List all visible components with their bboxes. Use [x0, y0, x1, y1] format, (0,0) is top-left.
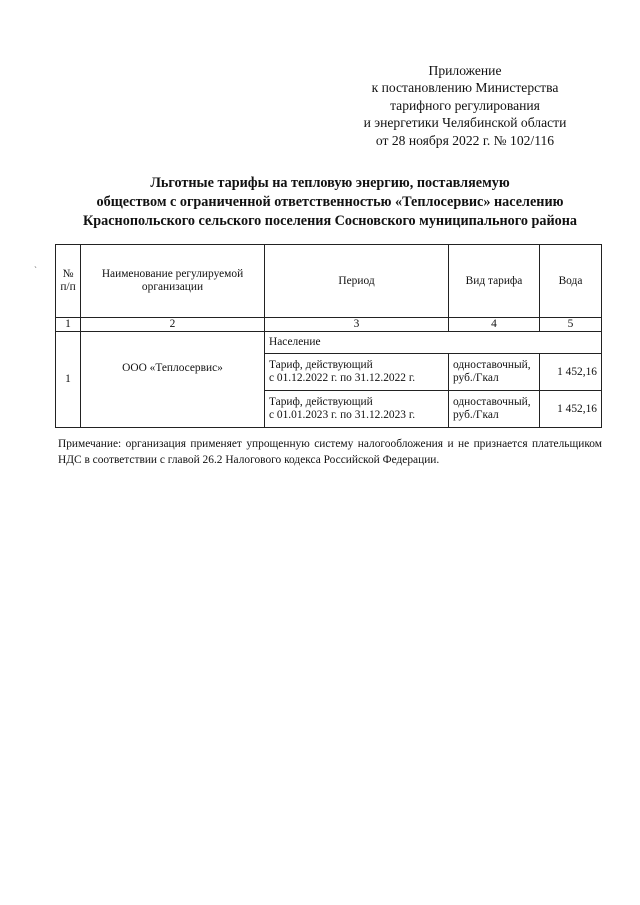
- row-water-value: 1 452,16: [540, 354, 602, 391]
- tariff-table: [55, 244, 602, 428]
- title-line: обществом с ограниченной ответственностью «Теплосервис» населению: [96, 194, 564, 210]
- row-tariff-type: одноставочный, руб./Гкал: [449, 354, 540, 391]
- annex-header: [330, 62, 600, 149]
- row-period: Тариф, действующий с 01.12.2022 г. по 31.12.2022 г.: [265, 354, 449, 391]
- annex-line: Приложение: [428, 63, 502, 78]
- row-water-value: 1 452,16: [540, 391, 602, 428]
- header-period: Период: [265, 245, 449, 318]
- row-tariff-type: одноставочный, руб./Гкал: [449, 391, 540, 428]
- header-water: Вода: [540, 245, 602, 318]
- table-header-row: [56, 245, 602, 318]
- header-tariff-type: Вид тарифа: [449, 245, 540, 318]
- row-category: Население: [265, 332, 602, 354]
- column-number: 2: [81, 318, 265, 332]
- annex-line: от 28 ноября 2022 г. № 102/116: [375, 132, 555, 148]
- table-row: [56, 332, 602, 354]
- header-org: Наименование регулируемой организации: [81, 245, 265, 318]
- document-title: [40, 174, 620, 231]
- scan-mark: `: [34, 265, 37, 275]
- row-org-name: ООО «Теплосервис»: [81, 332, 265, 428]
- row-period: Тариф, действующий с 01.01.2023 г. по 31.12.2023 г.: [265, 391, 449, 428]
- title-line: Краснопольского сельского поселения Сосновского муниципального района: [82, 213, 577, 229]
- annex-line: к постановлению Министерства: [371, 80, 559, 96]
- annex-line: и энергетики Челябинской области: [363, 115, 567, 131]
- header-num: № п/п: [56, 245, 81, 318]
- row-num: 1: [56, 332, 81, 428]
- title-line: Льготные тарифы на тепловую энергию, поставляемую: [150, 175, 510, 191]
- column-number: 4: [449, 318, 540, 332]
- column-number: 3: [265, 318, 449, 332]
- footnote: Примечание: организация применяет упрощенную систему налогообложения и не признается плательщиком НДС в соответствии с главой 26.2 Налогового кодекса Российской Федерации.: [58, 438, 602, 466]
- annex-line: тарифного регулирования: [390, 97, 540, 113]
- column-number-row: [56, 318, 602, 332]
- column-number: 1: [56, 318, 81, 332]
- column-number: 5: [540, 318, 602, 332]
